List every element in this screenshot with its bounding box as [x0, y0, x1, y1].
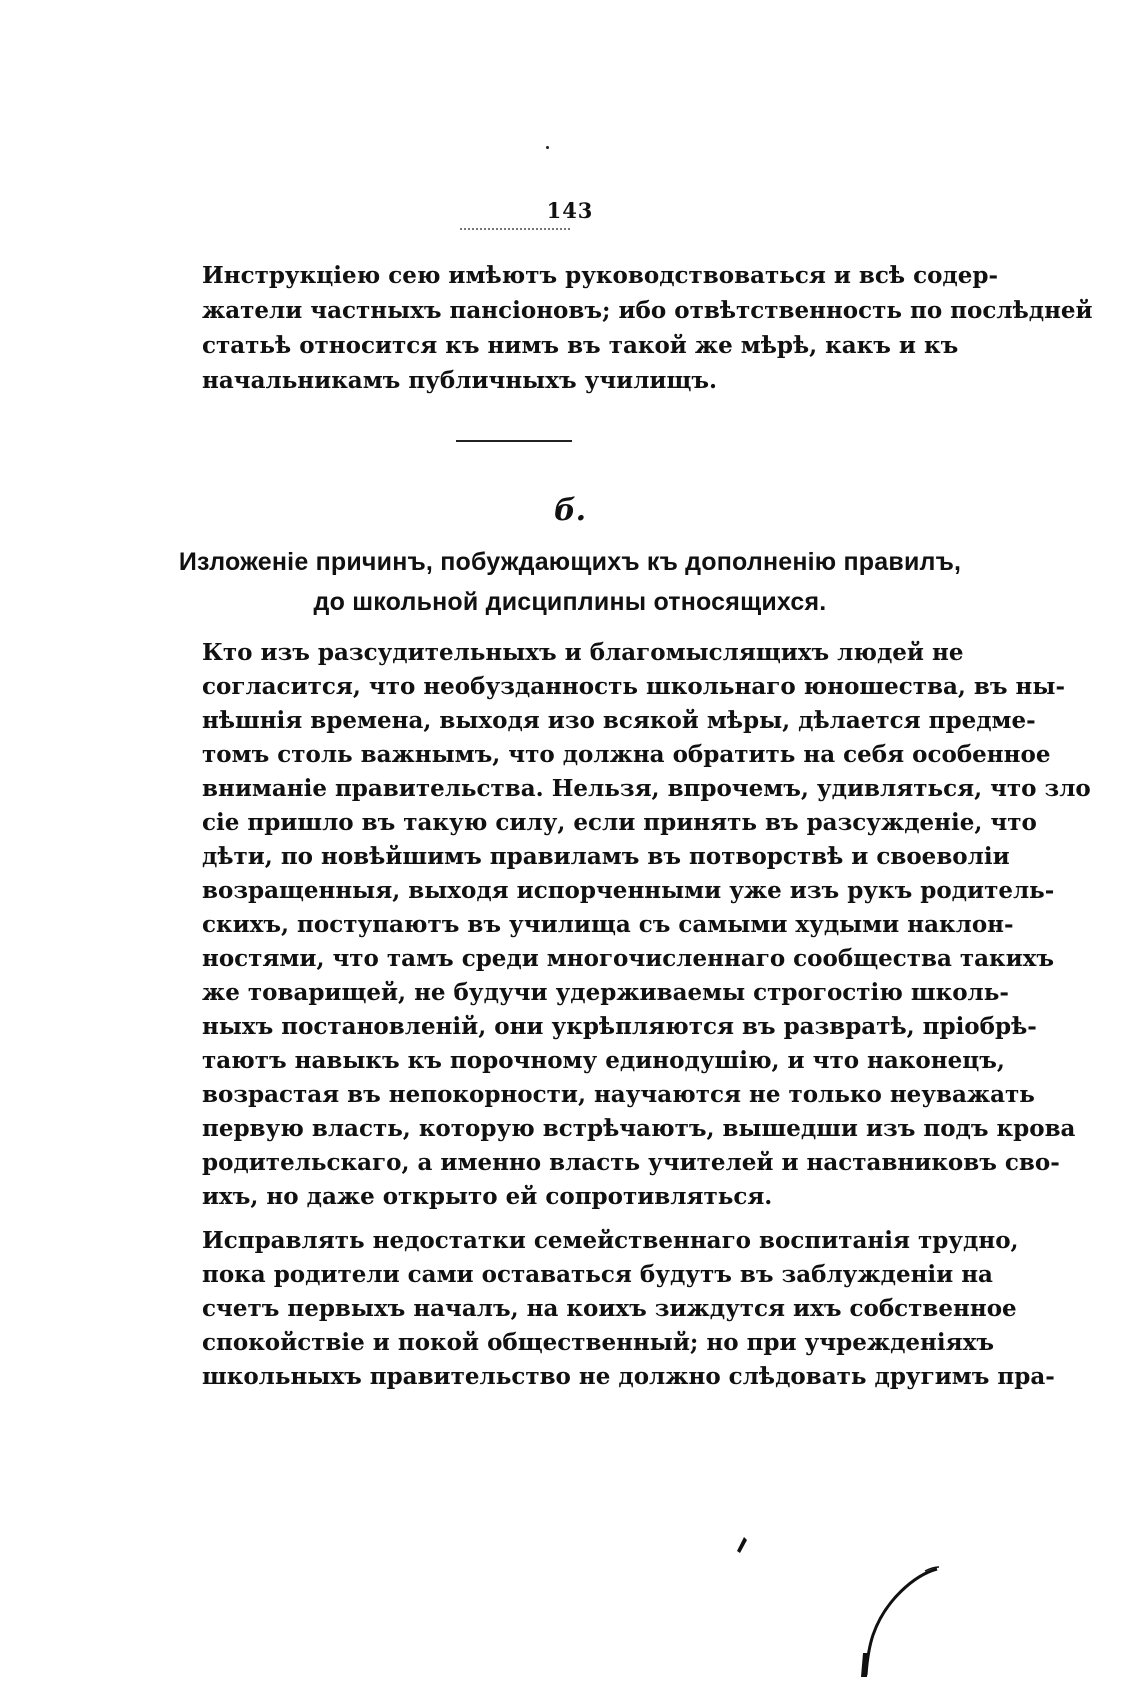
text-line: Исправлять недостатки семейственнаго воспитанія трудно,	[202, 1227, 1019, 1254]
text-line: дѣти, по новѣйшимъ правиламъ въ потворствѣ и своеволіи	[202, 843, 1010, 870]
page-number-underline	[460, 228, 570, 230]
text-line: возрастая въ непокорности, научаются не только неуважать	[202, 1081, 1035, 1108]
ink-speck	[546, 146, 549, 149]
text-line: таютъ навыкъ къ порочному единодушію, и что наконецъ,	[202, 1047, 1005, 1074]
text-line: пока родители сами оставаться будутъ въ заблужденіи на	[202, 1261, 993, 1288]
text-line: статьѣ относится къ нимъ въ такой же мѣрѣ, какъ и къ	[202, 332, 959, 359]
pen-stroke-mark	[855, 1565, 940, 1680]
text-line: же товарищей, не будучи удерживаемы строгостію школь-	[202, 979, 1009, 1006]
text-line: нѣшнія времена, выходя изо всякой мѣры, дѣлается предме-	[202, 707, 1036, 734]
page-number: 143	[546, 198, 594, 223]
section-heading-line: Изложеніе причинъ, побуждающихъ къ дополненію правилъ,	[178, 548, 962, 576]
text-line: согласится, что необузданность школьнаго юношества, въ ны-	[202, 673, 1065, 700]
text-line: сіе пришло въ такую силу, если принять въ разсужденіе, что	[202, 809, 1037, 836]
text-line: школьныхъ правительство не должно слѣдовать другимъ пра-	[202, 1363, 1055, 1390]
text-line: возращенныя, выходя испорченными уже изъ рукъ родитель-	[202, 877, 1055, 904]
text-line: вниманіе правительства. Нельзя, впрочемъ, удивляться, что зло	[202, 775, 1091, 802]
text-line: скихъ, поступаютъ въ училища съ самыми худыми наклон-	[202, 911, 1014, 938]
ink-mark	[735, 1535, 749, 1555]
text-line: ихъ, но даже открыто ей сопротивляться.	[202, 1183, 773, 1210]
text-line: первую власть, которую встрѣчаютъ, вышедши изъ подъ крова	[202, 1115, 1076, 1142]
text-line: начальникамъ публичныхъ училищъ.	[202, 367, 718, 394]
text-line: спокойствіе и покой общественный; но при учрежденіяхъ	[202, 1329, 994, 1356]
text-line: ностями, что тамъ среди многочисленнаго сообщества такихъ	[202, 945, 1055, 972]
text-line: счетъ первыхъ началъ, на коихъ зиждутся ихъ собственное	[202, 1295, 1017, 1322]
text-line: ныхъ постановленій, они укрѣпляются въ развратѣ, пріобрѣ-	[202, 1013, 1037, 1040]
section-letter: б.	[553, 493, 587, 528]
text-line: родительскаго, а именно власть учителей и наставниковъ сво-	[202, 1149, 1060, 1176]
text-line: жатели частныхъ пансіоновъ; ибо отвѣтственность по послѣдней	[202, 297, 1093, 324]
text-line: Инструкціею сею имѣютъ руководствоваться и всѣ содер-	[202, 262, 999, 289]
text-line: Кто изъ разсудительныхъ и благомыслящихъ людей не	[202, 639, 964, 666]
text-line: томъ столь важнымъ, что должна обратить на себя особенное	[202, 741, 1051, 768]
section-heading-line: до школьной дисциплины относящихся.	[313, 588, 827, 616]
section-separator	[456, 440, 572, 442]
